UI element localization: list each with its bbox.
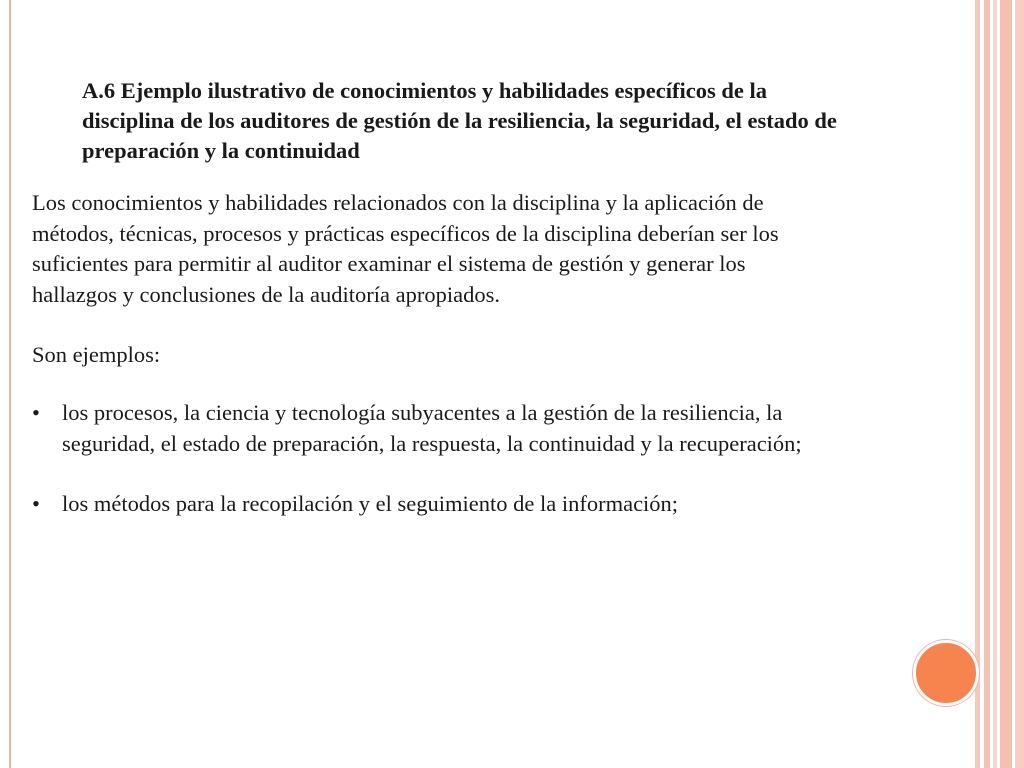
section-heading: A.6 Ejemplo ilustrativo de conocimientos y habilidades específicos de la disciplina de los auditores de gestión de la resiliencia, la seguridad, el estado de preparación y la continuidad bbox=[82, 78, 837, 163]
list-item bbox=[32, 489, 842, 520]
list-item-text: los procesos, la ciencia y tecnología subyacentes a la gestión de la resiliencia, la seguridad, el estado de preparación, la respuesta, la continuidad y la recuperación; bbox=[62, 400, 802, 456]
bullet-icon: • bbox=[32, 491, 40, 516]
bullet-icon: • bbox=[32, 400, 40, 425]
right-decorative-stripe bbox=[993, 0, 997, 768]
right-decorative-stripe bbox=[1015, 0, 1024, 768]
right-decorative-stripe bbox=[975, 0, 980, 768]
list-item bbox=[32, 398, 842, 459]
right-decorative-stripe bbox=[1000, 0, 1012, 768]
decorative-orange-circle bbox=[913, 640, 979, 706]
examples-list bbox=[32, 398, 852, 520]
list-item-text: los métodos para la recopilación y el seguimiento de la información; bbox=[62, 491, 679, 516]
right-decorative-stripe bbox=[984, 0, 990, 768]
slide-content bbox=[32, 76, 852, 550]
examples-label: Son ejemplos: bbox=[32, 342, 161, 367]
left-decorative-rule bbox=[9, 0, 11, 768]
body-paragraph: Los conocimientos y habilidades relacionados con la disciplina y la aplicación de métodos, técnicas, procesos y prácticas específicos de la disciplina deberían ser los suficientes para permitir al auditor examinar el sistema de gestión y generar los hallazgos y conclusiones de la auditoría apropiados. bbox=[32, 190, 779, 307]
